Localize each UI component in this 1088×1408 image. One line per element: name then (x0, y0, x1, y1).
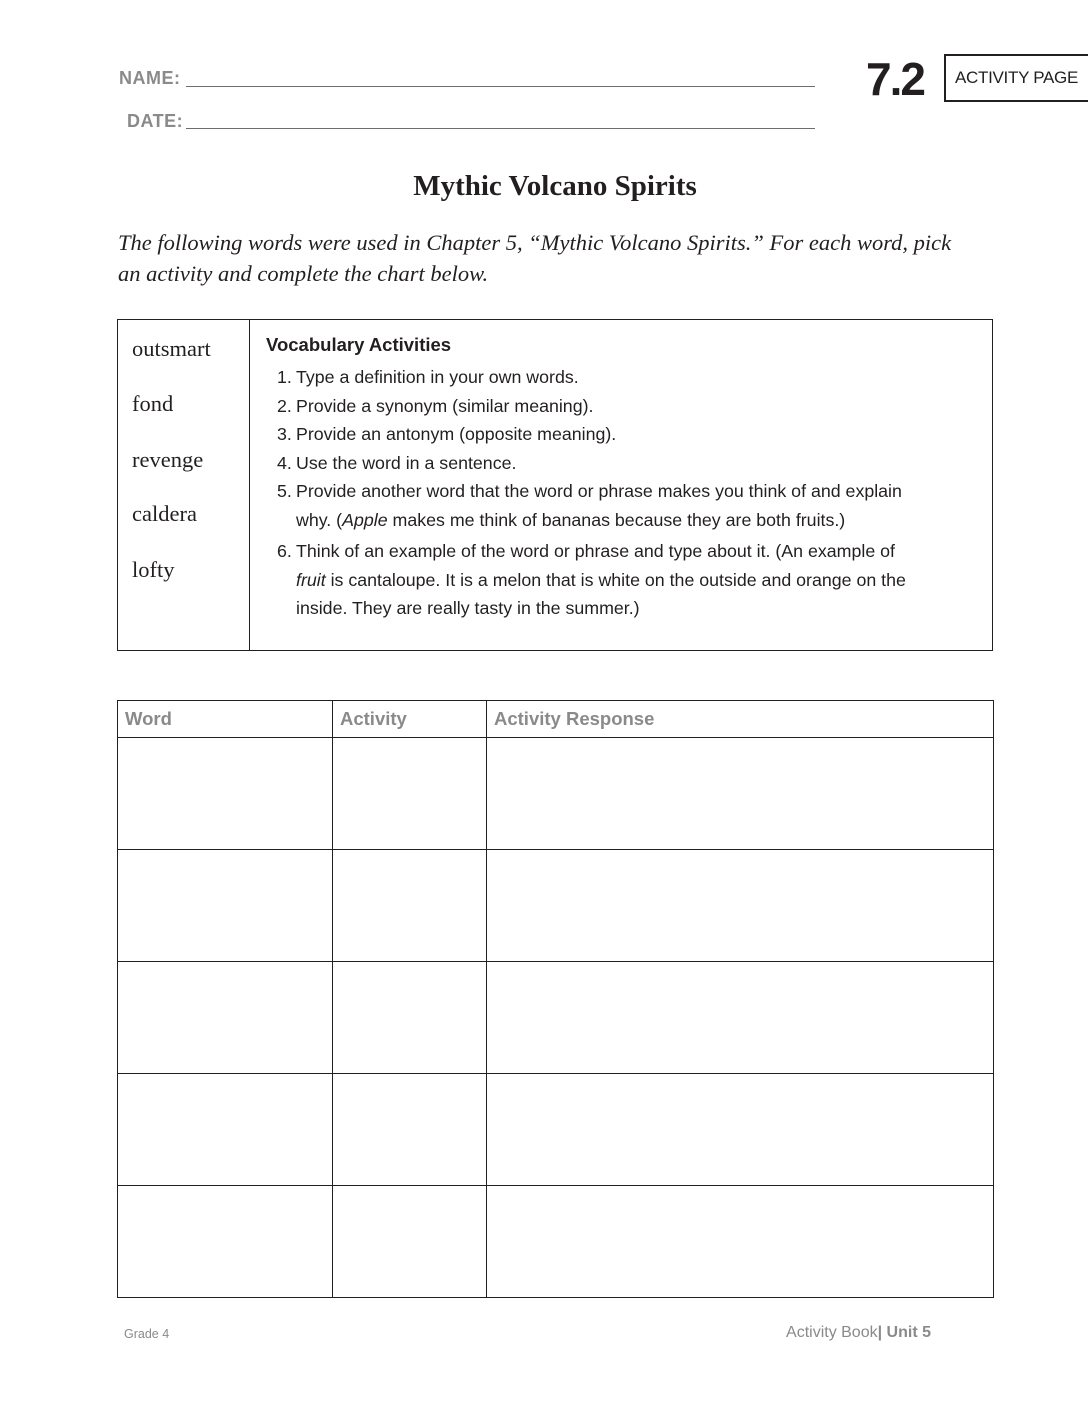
response-cell[interactable] (487, 1074, 994, 1186)
activities-list (277, 363, 977, 623)
activity-cell[interactable] (333, 962, 487, 1074)
activity-page-badge (944, 54, 1088, 102)
word-cell[interactable] (118, 1186, 333, 1298)
vocab-word: caldera (132, 501, 197, 526)
response-table (117, 700, 994, 1298)
response-cell[interactable] (487, 738, 994, 850)
name-label: NAME: (119, 68, 181, 88)
footer-grade: Grade 4 (124, 1327, 170, 1341)
table-header-row (118, 701, 994, 738)
response-cell[interactable] (487, 850, 994, 962)
vocabulary-divider (249, 320, 250, 650)
activity-item: 4. Use the word in a sentence. (277, 452, 517, 473)
page-number: 7.2 (866, 53, 924, 105)
intro-line-1: The following words were used in Chapter 5, “Mythic Volcano Spirits.” For each word, pick (118, 230, 952, 255)
activity-cell[interactable] (333, 850, 487, 962)
vocab-word: revenge (132, 447, 204, 472)
word-cell[interactable] (118, 738, 333, 850)
activity-item: 5. Provide another word that the word or phrase makes you think of and explain why. (Apple makes me think of bananas because they are both fruits.) (277, 481, 902, 530)
intro-line-2: an activity and complete the chart below. (118, 261, 489, 286)
activity-item: 2. Provide a synonym (similar meaning). (277, 395, 594, 416)
date-label: DATE: (127, 111, 184, 131)
vocab-word: lofty (132, 557, 175, 582)
response-cell[interactable] (487, 962, 994, 1074)
page-title: Mythic Volcano Spirits (413, 170, 697, 202)
activity-page-label: ACTIVITY PAGE (955, 68, 1079, 87)
word-cell[interactable] (118, 962, 333, 1074)
date-field-line[interactable] (186, 128, 815, 129)
word-cell[interactable] (118, 850, 333, 962)
intro-text (118, 227, 988, 289)
footer-unit: Unit 5 (886, 1324, 931, 1341)
table-row (118, 962, 994, 1074)
activities-heading: Vocabulary Activities (266, 334, 452, 355)
table-row (118, 850, 994, 962)
header-activity-response: Activity Response (487, 701, 994, 738)
vocab-word: fond (132, 391, 174, 416)
activity-cell[interactable] (333, 1074, 487, 1186)
activity-item: 3. Provide an antonym (opposite meaning). (277, 424, 617, 444)
footer-separator: | (877, 1324, 883, 1341)
response-cell[interactable] (487, 1186, 994, 1298)
table-row (118, 1186, 994, 1298)
activity-item: 6. Think of an example of the word or phrase and type about it. (An example of fruit is cantaloupe. It is a melon that is white on the outside and orange on the inside. They are really tasty in the summer.) (277, 541, 906, 618)
vocab-word: outsmart (132, 336, 211, 361)
activity-cell[interactable] (333, 1186, 487, 1298)
vocabulary-box (117, 319, 993, 651)
name-field-line[interactable] (186, 86, 815, 87)
header-activity: Activity (333, 701, 487, 738)
footer-book-unit (786, 1324, 931, 1342)
footer-book: Activity Book (786, 1324, 878, 1341)
activity-cell[interactable] (333, 738, 487, 850)
table-row (118, 738, 994, 850)
table-row (118, 1074, 994, 1186)
activity-item: 1. Type a definition in your own words. (277, 367, 579, 387)
header-word: Word (118, 701, 333, 738)
word-cell[interactable] (118, 1074, 333, 1186)
